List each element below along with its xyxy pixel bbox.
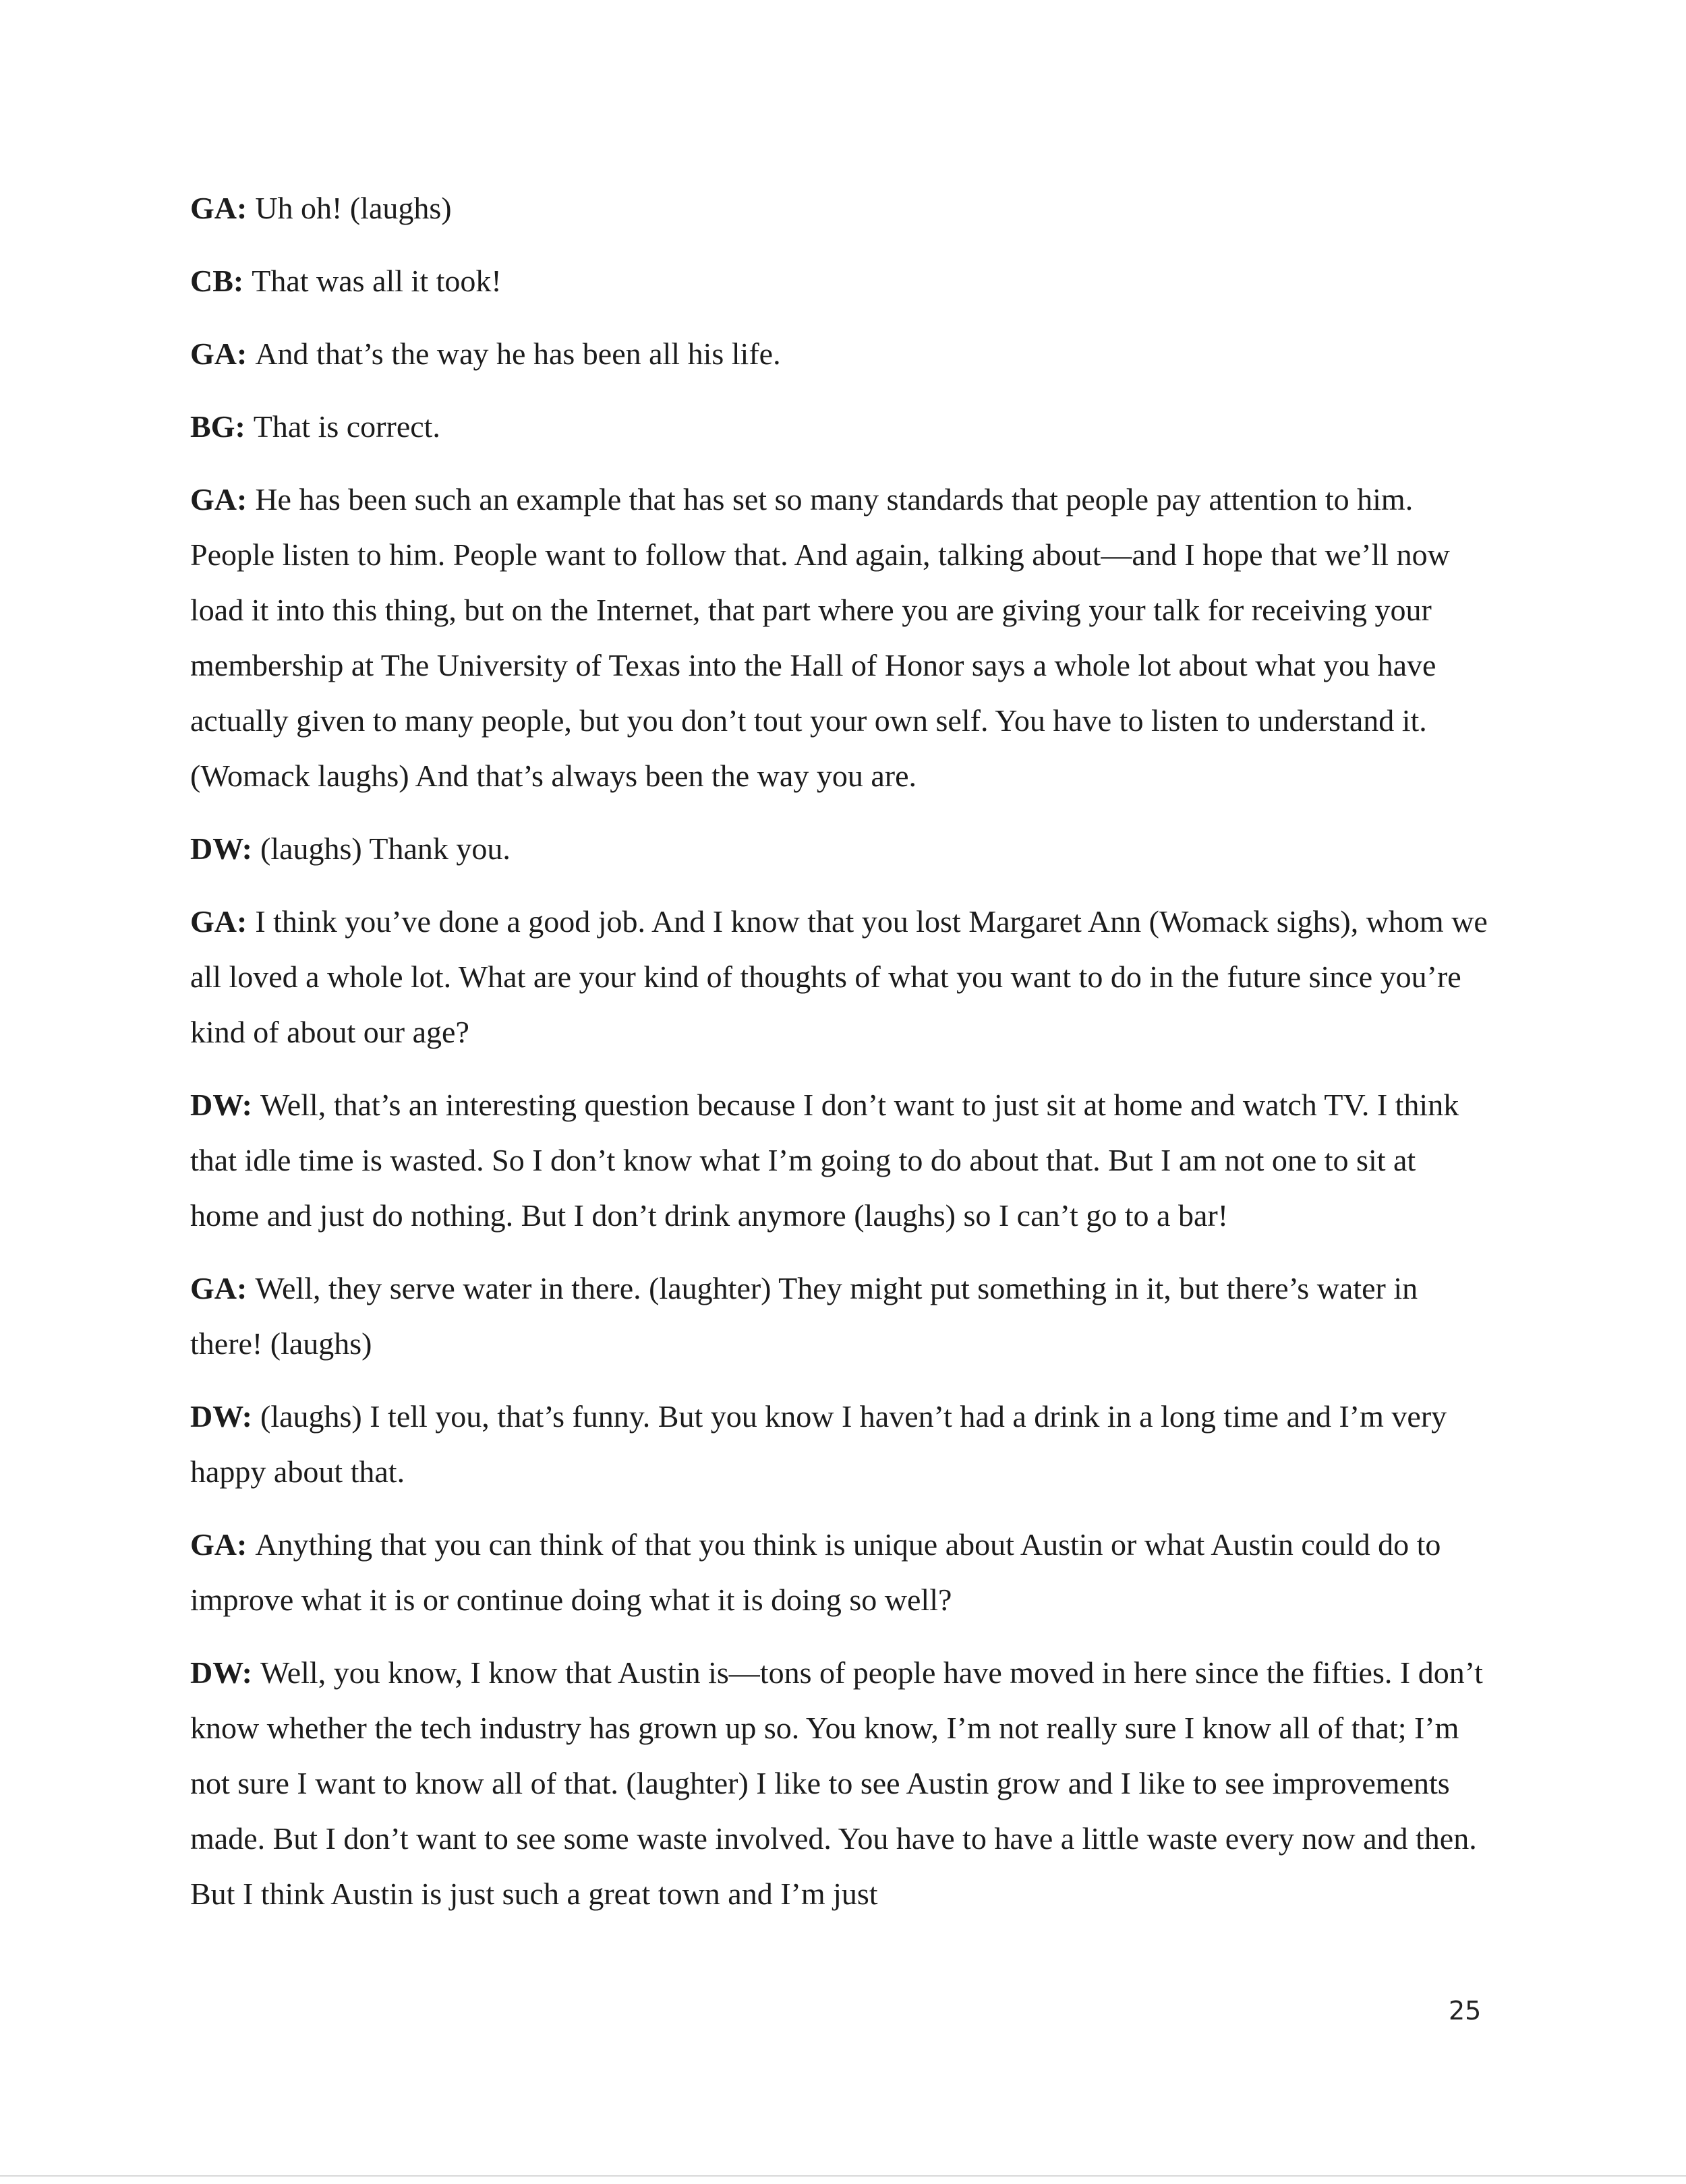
turn-text: Uh oh! (laughs) (255, 191, 452, 225)
speaker-label: GA: (190, 191, 248, 225)
turn-text: (laughs) I tell you, that’s funny. But you know I haven’t had a drink in a long time and I’m very happy about that. (190, 1399, 1447, 1489)
speaker-label: DW: (190, 1088, 252, 1122)
turn-text: Well, they serve water in there. (laughter) They might put something in it, but there’s water in there! (laughs) (190, 1271, 1418, 1361)
transcript-turn (190, 1645, 1492, 1922)
transcript-turn (190, 254, 1492, 309)
page-number: 25 (1449, 1996, 1482, 2026)
speaker-label: DW: (190, 1655, 252, 1690)
speaker-label: GA: (190, 1271, 248, 1305)
turn-text: I think you’ve done a good job. And I know that you lost Margaret Ann (Womack sighs), whom we all loved a whole lot. What are your kind of thoughts of what you want to do in the future since you’re kind of about our age? (190, 904, 1488, 1049)
speaker-label: GA: (190, 336, 248, 371)
speaker-label: DW: (190, 1399, 252, 1434)
turn-text: And that’s the way he has been all his life. (255, 336, 781, 371)
turn-text: That is correct. (253, 409, 440, 444)
transcript-turn (190, 1517, 1492, 1628)
turn-text: Well, that’s an interesting question because I don’t want to just sit at home and watch TV. I think that idle time is wasted. So I don’t know what I’m going to do about that. But I am not one to sit at home and just do nothing. But I don’t drink anymore (laughs) so I can’t go to a bar! (190, 1088, 1459, 1233)
turn-text: Well, you know, I know that Austin is—tons of people have moved in here since the fifties. I don’t know whether the tech industry has grown up so. You know, I’m not really sure I know all of that; I’m not sure I want to know all of that. (laughter) I like to see Austin grow and I like to see improvements made. But I don’t want to see some waste involved. You have to have a little waste every now and then. But I think Austin is just such a great town and I’m just (190, 1655, 1483, 1911)
transcript-turn (190, 894, 1492, 1060)
turn-text: That was all it took! (252, 264, 502, 298)
speaker-label: DW: (190, 831, 252, 866)
turn-text: (laughs) Thank you. (260, 831, 511, 866)
transcript-turn (190, 181, 1492, 236)
transcript-turn (190, 326, 1492, 382)
speaker-label: GA: (190, 482, 248, 517)
speaker-label: BG: (190, 409, 245, 444)
transcript-turn (190, 1261, 1492, 1371)
transcript-turn (190, 399, 1492, 454)
transcript-turn (190, 821, 1492, 877)
transcript-turn (190, 1078, 1492, 1243)
transcript-body (190, 181, 1492, 1939)
speaker-label: GA: (190, 1527, 248, 1562)
scan-edge-divider (0, 2175, 1686, 2177)
turn-text: Anything that you can think of that you think is unique about Austin or what Austin could do to improve what it is or continue doing what it is doing so well? (190, 1527, 1441, 1617)
speaker-label: GA: (190, 904, 248, 939)
turn-text: He has been such an example that has set so many standards that people pay attention to him. People listen to him. People want to follow that. And again, talking about—and I hope that we’ll now load it into this thing, but on the Internet, that part where you are giving your talk for receiving your membership at The University of Texas into the Hall of Honor says a whole lot about what you have actually given to many people, but you don’t tout your own self. You have to listen to understand it. (Womack laughs) And that’s always been the way you are. (190, 482, 1450, 793)
transcript-turn (190, 472, 1492, 804)
speaker-label: CB: (190, 264, 244, 298)
transcript-turn (190, 1389, 1492, 1500)
